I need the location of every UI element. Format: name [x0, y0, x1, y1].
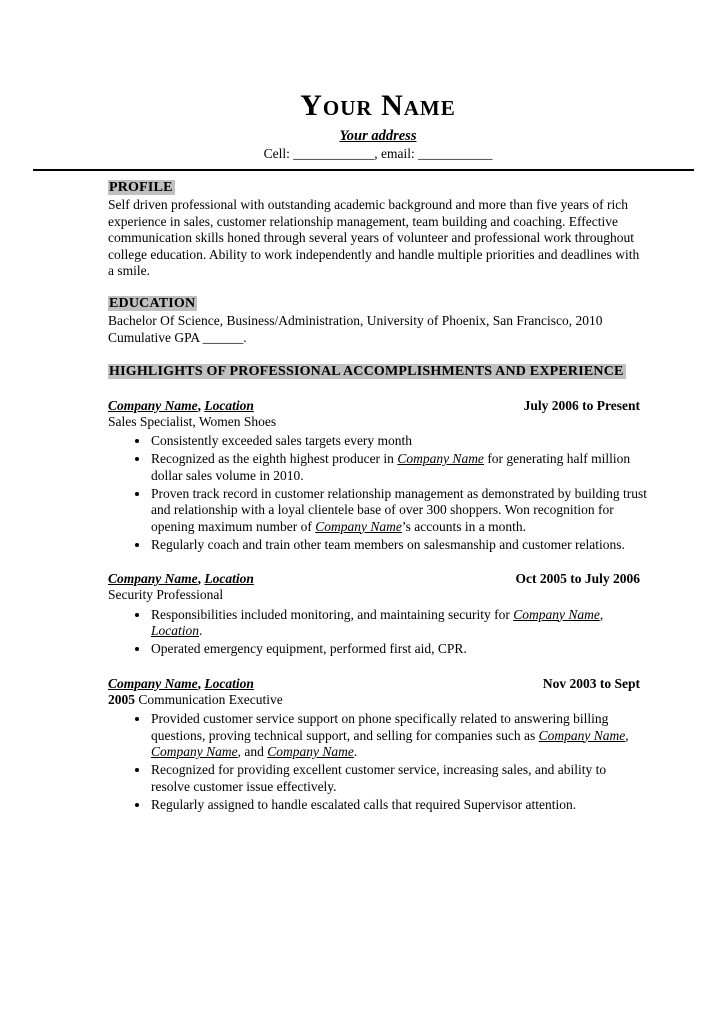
job-header [108, 675, 648, 692]
job-dates: July 2006 to Present [523, 397, 640, 413]
job-entry-1 [108, 397, 648, 554]
section-profile [108, 179, 648, 280]
bullet-list [108, 433, 648, 553]
bullet-list [108, 607, 648, 658]
job-entry-2 [108, 570, 648, 658]
job-header [108, 570, 648, 587]
section-education [108, 295, 648, 347]
education-heading [108, 295, 648, 312]
bullet-item: • Regularly coach and train other team members on salesmanship and customer relations. [150, 537, 648, 554]
bullet-item: • Operated emergency equipment, performed first aid, CPR. [150, 641, 648, 658]
highlights-heading-text: HIGHLIGHTS OF PROFESSIONAL ACCOMPLISHMENTS AND EXPERIENCE [109, 363, 624, 379]
bullet-item: • Proven track record in customer relationship management as demonstrated by building trust and relationship with a loyal clientele base of over 300 shoppers. Won recognition for opening maximum number of Company Name’s accounts in a month. [150, 486, 648, 536]
job-title: 2005 Communication Executive [108, 691, 283, 707]
bullet-item: • Recognized for providing excellent customer service, increasing sales, and ability to resolve customer issue effectively. [150, 762, 648, 795]
job-dates: Nov 2003 to Sept [542, 675, 640, 691]
bullet-item: • Responsibilities included monitoring, and maintaining security for Company Name, Location. [150, 607, 648, 640]
job-header [108, 397, 648, 414]
document-header [0, 0, 727, 162]
education-gpa-line: Cumulative GPA ______. [108, 330, 247, 345]
profile-heading-text: PROFILE [109, 180, 173, 195]
education-heading-text: EDUCATION [109, 295, 196, 311]
bullet-item: • Recognized as the eighth highest producer in Company Name for generating half million dollar sales volume in 2010. [150, 451, 648, 484]
profile-paragraph: Self driven professional with outstanding academic background and more than five years of rich experience in sales, customer relationship management, team building and coaching. Effective communication skills honed through several years of volunteer and professional work throughout college education. Ability to work independently and handle multiple priorities and deadlines with a smile. [108, 197, 640, 278]
profile-heading [108, 179, 648, 196]
job-company-location: Company Name, Location [108, 571, 254, 586]
job-dates: Oct 2005 to July 2006 [515, 571, 640, 586]
bullet-list [108, 711, 648, 813]
document-body [0, 171, 727, 813]
job-title: Sales Specialist, Women Shoes [108, 413, 277, 429]
job-company-location: Company Name, Location [108, 675, 254, 691]
highlights-heading [108, 363, 648, 380]
job-company-location: Company Name, Location [108, 397, 254, 413]
bullet-item: • Consistently exceeded sales targets every month [150, 433, 648, 450]
education-degree-line: Bachelor Of Science, Business/Administration, University of Phoenix, San Francisco, 2010 [108, 312, 603, 328]
address-line: Your address [339, 128, 417, 144]
name-title: Your Name [300, 89, 456, 122]
contact-line: Cell: ____________, email: ___________ [263, 146, 493, 161]
job-entry-3 [108, 675, 648, 814]
bullet-item: • Provided customer service support on phone specifically related to answering billing questions, proving technical support, and selling for companies such as Company Name, Company Name, and Company Name. [150, 711, 648, 761]
bullet-item: • Regularly assigned to handle escalated calls that required Supervisor attention. [150, 797, 648, 814]
job-title: Security Professional [108, 587, 224, 602]
